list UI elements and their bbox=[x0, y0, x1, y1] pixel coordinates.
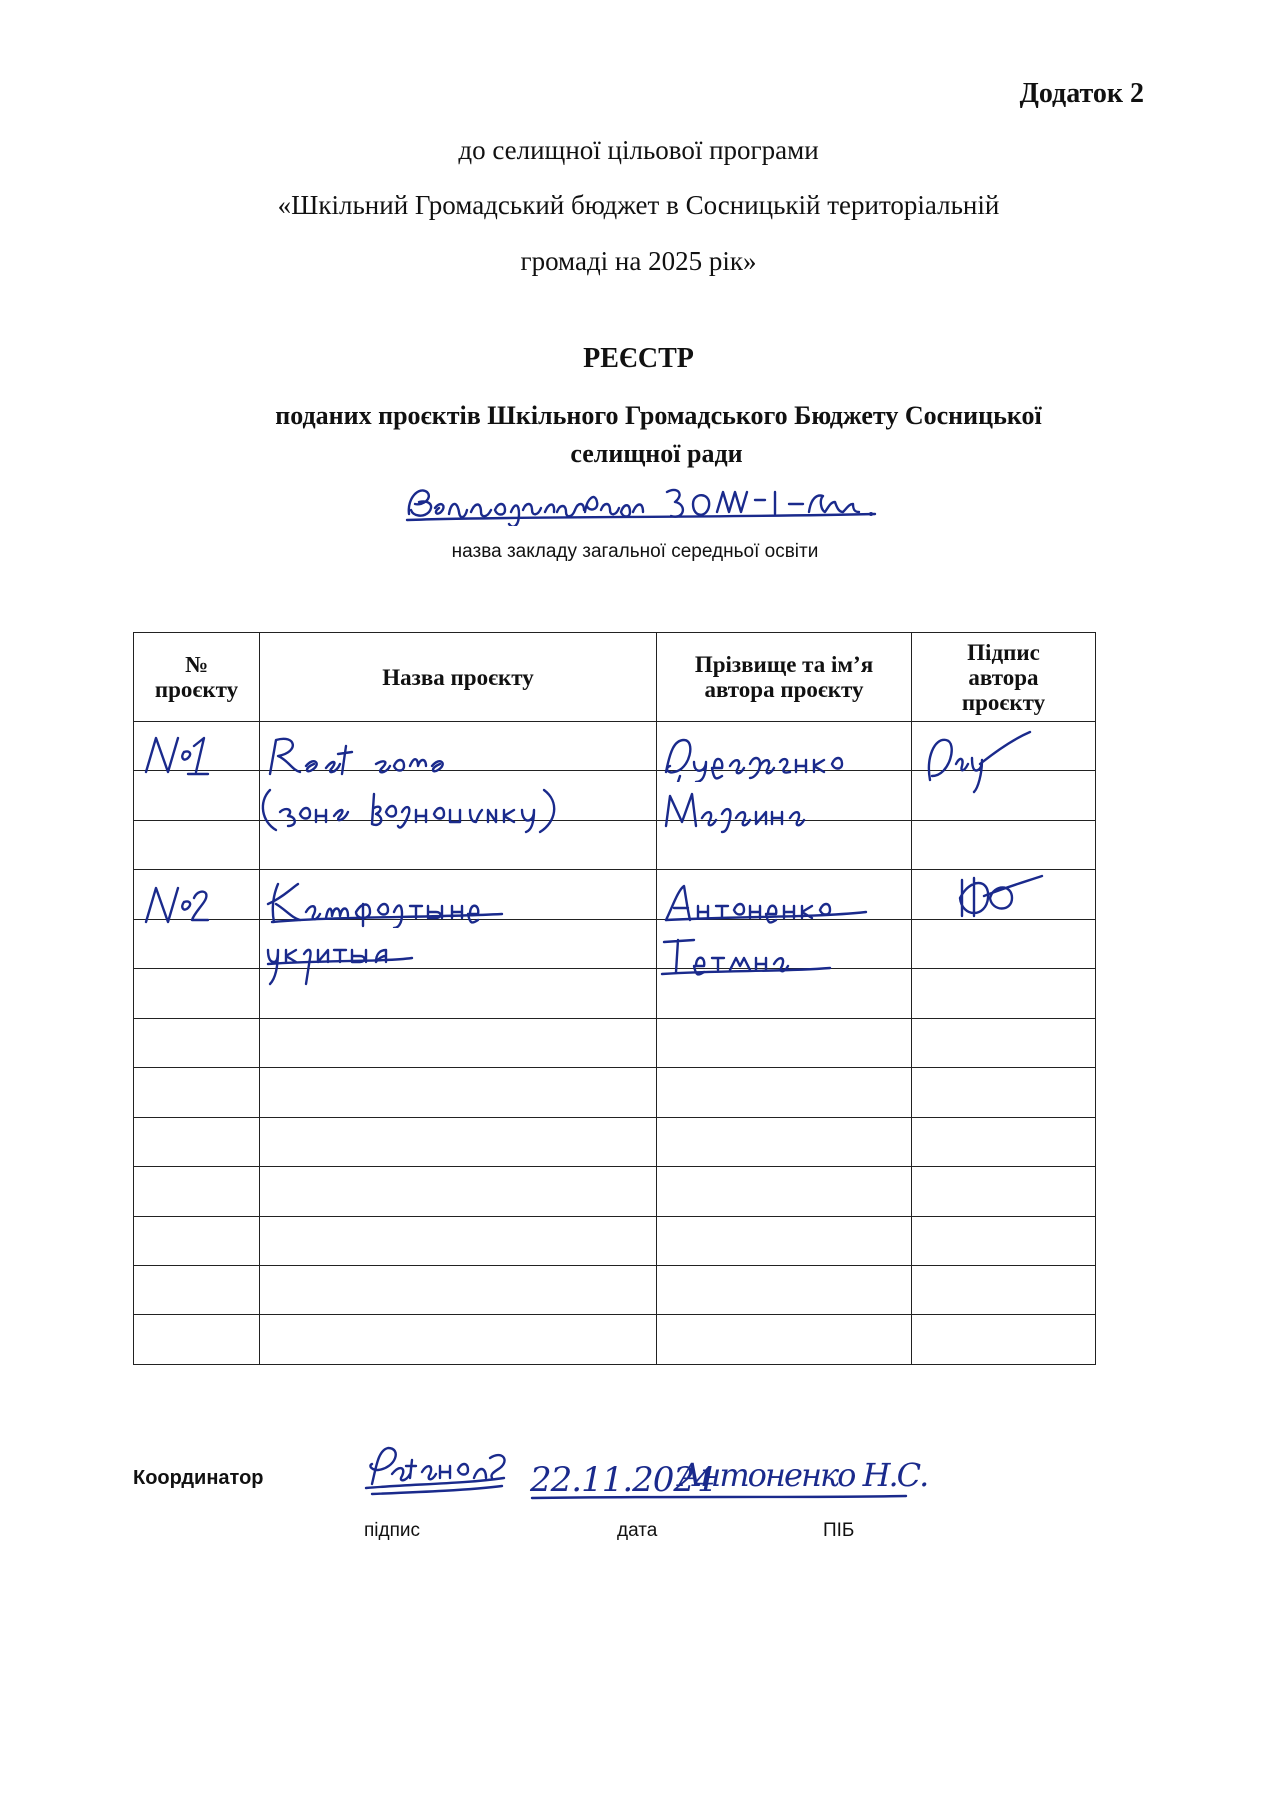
entry-2-number-handwriting bbox=[140, 880, 220, 928]
header-number-line-2: проєкту bbox=[154, 677, 239, 702]
school-name-handwriting bbox=[405, 478, 945, 526]
header-project-number bbox=[134, 633, 260, 722]
entry-2-signature bbox=[954, 872, 1046, 928]
header-author-line-2: автора проєкту bbox=[704, 677, 864, 702]
table-row bbox=[134, 1265, 1096, 1314]
header-author-signature bbox=[912, 633, 1096, 722]
entry-1-author-line-2-handwriting bbox=[660, 784, 830, 834]
table-row bbox=[134, 1167, 1096, 1216]
entry-1-name-line-1-handwriting bbox=[262, 732, 462, 780]
header-author-line-1: Прізвище та ім’я bbox=[694, 652, 874, 677]
header-signature-line-3: проєкту bbox=[961, 689, 1046, 715]
footer-underline bbox=[530, 1494, 910, 1502]
coordinator-signature bbox=[362, 1438, 512, 1500]
table-row bbox=[134, 1315, 1096, 1365]
register-subtitle-2: селищної ради bbox=[570, 439, 743, 468]
header-signature-line-2: автора bbox=[968, 664, 1039, 690]
program-line-1: до селищної цільової програми bbox=[458, 135, 819, 165]
coordinator-date-handwriting: 22.11.2024 bbox=[530, 1460, 715, 1500]
coordinator-name-handwriting: Антоненко Н.С. bbox=[678, 1456, 928, 1494]
table-row bbox=[134, 1216, 1096, 1265]
appendix-label: Додаток 2 bbox=[1019, 78, 1144, 109]
program-line-3: громаді на 2025 рік» bbox=[520, 246, 757, 276]
full-name-caption: ПІБ bbox=[823, 1520, 855, 1541]
entry-2-author-line-2-handwriting bbox=[660, 930, 840, 980]
register-subtitle-1: поданих проєктів Шкільного Громадського Бюджету Сосницької bbox=[275, 401, 1042, 430]
table-row bbox=[134, 1068, 1096, 1117]
entry-1-author-line-1-handwriting bbox=[660, 732, 866, 782]
entry-2-author-line-1-handwriting bbox=[660, 878, 872, 928]
entry-2-name-line-1-handwriting bbox=[262, 878, 508, 928]
entry-1-signature bbox=[920, 728, 1036, 798]
signature-caption: підпис bbox=[364, 1520, 420, 1541]
table-header-row bbox=[134, 633, 1096, 722]
program-line-2: «Шкільний Громадський бюджет в Сосницькій територіальній bbox=[277, 190, 1000, 220]
school-name-caption: назва закладу загальної середньої освіти bbox=[451, 541, 819, 562]
header-author-name bbox=[657, 633, 912, 722]
coordinator-label: Координатор bbox=[133, 1467, 264, 1489]
table-row bbox=[134, 1018, 1096, 1067]
header-project-name: Назва проєкту bbox=[260, 633, 657, 722]
entry-1-number-handwriting bbox=[140, 732, 220, 780]
register-title: РЕЄСТР bbox=[583, 343, 694, 374]
date-caption: дата bbox=[617, 1520, 658, 1541]
entry-1-name-line-2-handwriting bbox=[260, 782, 600, 834]
entry-2-name-line-2-handwriting bbox=[262, 930, 452, 990]
table-row bbox=[134, 1117, 1096, 1166]
header-signature-line-1: Підпис bbox=[967, 639, 1040, 665]
header-number-line-1: № bbox=[184, 652, 209, 677]
